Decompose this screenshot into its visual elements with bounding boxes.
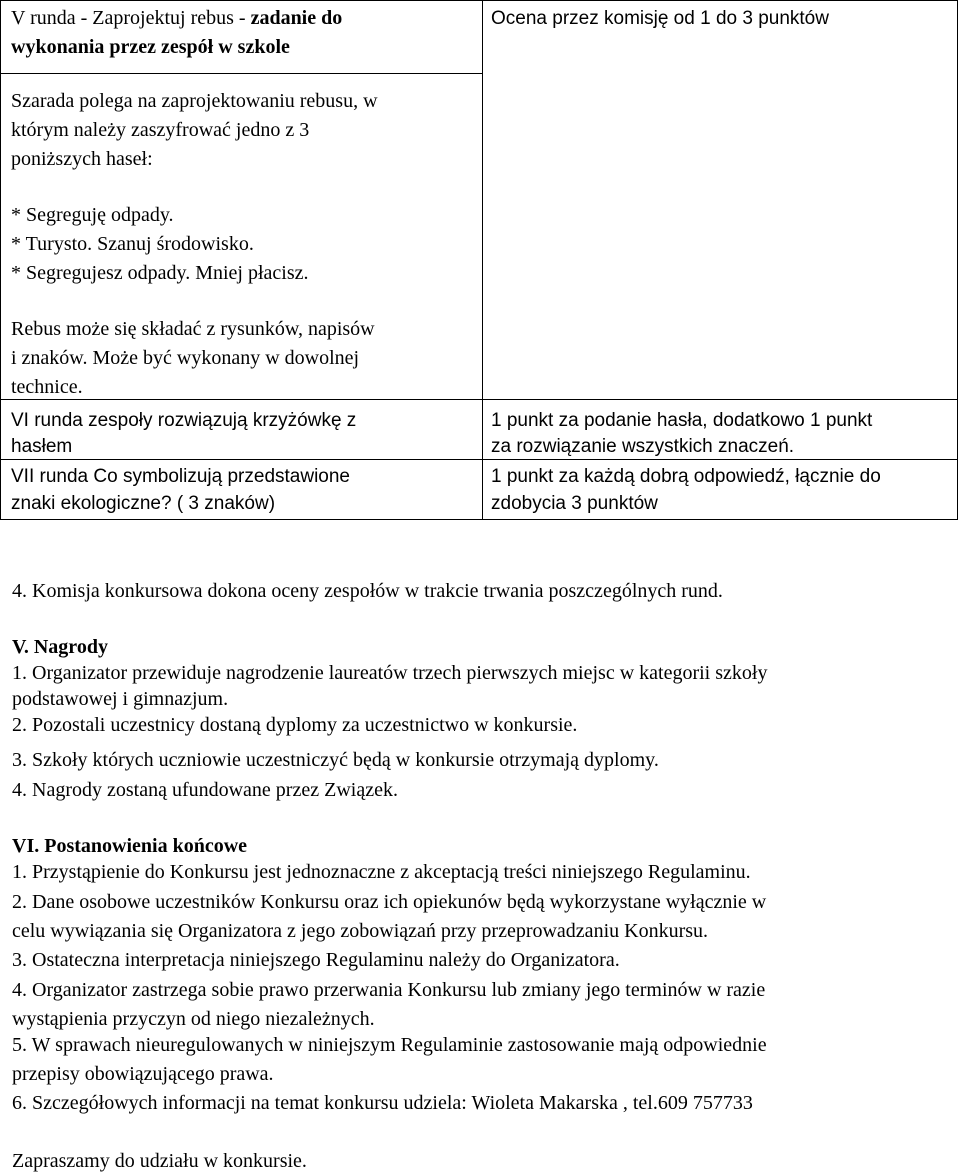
table-column-divider — [482, 1, 483, 519]
final-provisions-item: 4. Organizator zastrzega sobie prawo przerwania Konkursu lub zmiany jego terminów w razie — [12, 979, 766, 1001]
final-provisions-item: 5. W sprawach nieuregulowanych w niniejszym Regulaminie zastosowanie mają odpowiednie — [12, 1034, 767, 1056]
final-provisions-item: celu wywiązania się Organizatora z jego zobowiązań przy przeprowadzaniu Konkursu. — [12, 920, 709, 942]
prizes-heading: V. Nagrody — [12, 636, 108, 658]
slogan-item: * Turysto. Szanuj środowisko. — [11, 233, 254, 255]
round6-score-line: za rozwiązanie wszystkich znaczeń. — [491, 436, 795, 457]
final-provisions-item: 6. Szczegółowych informacji na temat konkursu udziela: Wioleta Makarska , tel.609 757733 — [12, 1092, 753, 1114]
rebus-description-line: Rebus może się składać z rysunków, napisów — [11, 318, 375, 340]
evaluation-paragraph: 4. Komisja konkursowa dokona oceny zespołów w trakcie trwania poszczególnych rund. — [12, 580, 723, 602]
rebus-description-line: technice. — [11, 376, 83, 398]
prizes-item: 2. Pozostali uczestnicy dostaną dyplomy za uczestnictwo w konkursie. — [12, 714, 578, 736]
rebus-description-line: i znaków. Może być wykonany w dowolnej — [11, 347, 360, 369]
final-provisions-item: 1. Przystąpienie do Konkursu jest jednoznaczne z akceptacją treści niniejszego Regulaminu. — [12, 861, 751, 883]
round7-line: znaki ekologiczne? ( 3 znaków) — [11, 493, 276, 514]
final-provisions-item: 2. Dane osobowe uczestników Konkursu oraz ich opiekunów będą wykorzystane wyłącznie w — [12, 891, 767, 913]
table-row-separator — [1, 399, 958, 400]
round5-title-bold: zadanie do — [250, 7, 343, 29]
round6-line: VI runda zespoły rozwiązują krzyżówkę z — [11, 410, 357, 431]
round5-title-bold-line2: wykonania przez zespół w szkole — [11, 36, 290, 58]
scoring-title: Ocena przez komisję od 1 do 3 punktów — [491, 8, 829, 29]
slogan-item: * Segreguję odpady. — [11, 204, 174, 226]
round7-line: VII runda Co symbolizują przedstawione — [11, 466, 351, 487]
intro-line: Szarada polega na zaprojektowaniu rebusu, w — [11, 90, 378, 112]
round6-line: hasłem — [11, 436, 73, 457]
intro-line: którym należy zaszyfrować jedno z 3 — [11, 119, 310, 141]
round7-score-line: zdobycia 3 punktów — [491, 493, 658, 514]
round7-score-line: 1 punkt za każdą dobrą odpowiedź, łącznie do — [491, 466, 881, 487]
final-provisions-heading: VI. Postanowienia końcowe — [12, 835, 248, 857]
round-rules-table — [0, 0, 958, 520]
round5-title-plain: V runda - Zaprojektuj rebus - — [11, 7, 251, 29]
closing-invitation: Zapraszamy do udziału w konkursie. — [12, 1150, 307, 1172]
final-provisions-item: przepisy obowiązującego prawa. — [12, 1063, 274, 1085]
prizes-item: podstawowej i gimnazjum. — [12, 688, 229, 710]
table-row-separator — [1, 73, 482, 74]
prizes-item: 1. Organizator przewiduje nagrodzenie laureatów trzech pierwszych miejsc w kategorii szkoły — [12, 662, 768, 684]
prizes-item: 3. Szkoły których uczniowie uczestniczyć będą w konkursie otrzymają dyplomy. — [12, 749, 659, 771]
final-provisions-item: 3. Ostateczna interpretacja niniejszego Regulaminu należy do Organizatora. — [12, 949, 620, 971]
final-provisions-item: wystąpienia przyczyn od niego niezależnych. — [12, 1008, 375, 1030]
prizes-item: 4. Nagrody zostaną ufundowane przez Związek. — [12, 779, 398, 801]
intro-line: poniższych haseł: — [11, 148, 153, 170]
slogan-item: * Segregujesz odpady. Mniej płacisz. — [11, 262, 309, 284]
round5-title — [11, 4, 342, 33]
round6-score-line: 1 punkt za podanie hasła, dodatkowo 1 punkt — [491, 410, 873, 431]
table-row-separator — [1, 459, 958, 460]
